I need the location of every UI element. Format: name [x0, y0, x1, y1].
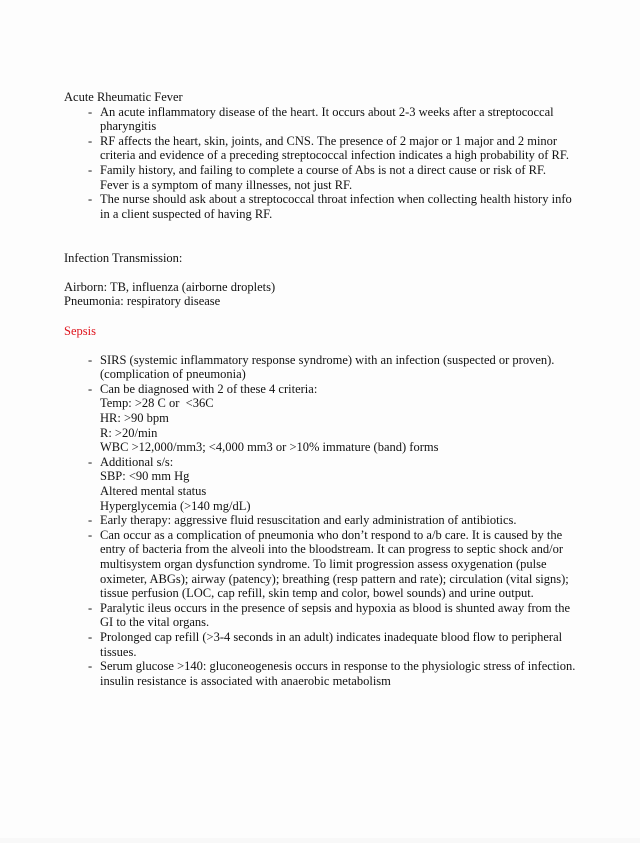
heading-sepsis: Sepsis [64, 323, 96, 338]
bullet-dash-marker: - [88, 104, 93, 119]
bullet-dash-marker: - [88, 192, 93, 207]
bullet-text-line: HR: >90 bpm [100, 411, 169, 426]
document-content [64, 90, 579, 688]
bullet-item [64, 134, 576, 163]
bullet-text-line: Serum glucose >140: gluconeogenesis occurs in response to the physiologic stress of infection. insulin resistance is associated with anaerobic metabolism [100, 659, 579, 688]
bullet-text [100, 134, 576, 163]
bullet-dash-marker: - [88, 659, 93, 674]
bullet-dash-marker: - [88, 381, 93, 396]
bullet-item [64, 513, 576, 528]
bullet-dash-marker: - [88, 513, 93, 528]
bullet-text-line: RF affects the heart, skin, joints, and CNS. The presence of 2 major or 1 major and 2 minor criteria and evidence of a preceding streptococcal infection indicates a high probability of RF. [100, 133, 569, 163]
bullet-dash-marker: - [88, 454, 93, 469]
bullet-item [64, 105, 576, 134]
acute-rheumatic-fever-bullets [64, 105, 576, 222]
bullet-text [100, 630, 576, 659]
bullet-text-line: Paralytic ileus occurs in the presence of sepsis and hypoxia as blood is shunted away from the GI to the vital organs. [100, 600, 574, 630]
bullet-text [100, 163, 576, 192]
bullet-text-line: Hyperglycemia (>140 mg/dL) [100, 498, 251, 513]
bullet-text [100, 455, 576, 513]
bullet-item [64, 455, 576, 513]
bullet-dash-marker: - [88, 600, 93, 615]
bullet-item [64, 601, 576, 630]
bullet-text-line: Altered mental status [100, 484, 207, 499]
bullet-item [64, 163, 576, 192]
heading-infection-transmission: Infection Transmission: [64, 250, 183, 265]
bullet-item [64, 192, 576, 221]
text-line: Airborn: TB, influenza (airborne droplets) [64, 279, 276, 294]
bullet-text [100, 105, 576, 134]
bullet-text-line: Temp: >28 C or <36C [100, 396, 214, 411]
bullet-item [64, 528, 576, 601]
bullet-dash-marker: - [88, 162, 93, 177]
bullet-text-line: Additional s/s: [100, 454, 174, 469]
bullet-item [64, 353, 576, 382]
bullet-text [100, 192, 576, 221]
page-bottom-edge [0, 838, 640, 843]
bullet-item [64, 659, 579, 688]
bullet-text [100, 659, 579, 688]
bullet-text-line: Prolonged cap refill (>3-4 seconds in an adult) indicates inadequate blood flow to peripheral tissues. [100, 629, 566, 659]
bullet-text-line: R: >20/min [100, 425, 158, 440]
bullet-item [64, 382, 576, 455]
infection-transmission-lines [64, 280, 576, 309]
bullet-dash-marker: - [88, 133, 93, 148]
bullet-text [100, 513, 576, 528]
bullet-dash-marker: - [88, 352, 93, 367]
bullet-text-line: WBC >12,000/mm3; <4,000 mm3 or >10% immature (band) forms [100, 440, 439, 455]
bullet-item [64, 630, 576, 659]
bullet-text-line: Can occur as a complication of pneumonia who don’t respond to a/b care. It is caused by the entry of bacteria from the alveoli into the bloodstream. It can progress to septic shock and/or multisystem organ dysfunction syndrome. To limit progression assess oxygenation (pulse oximeter, ABGs); airway (patency); breathing (resp pattern and rate); circulation (vital signs); tissue perfusion (LOC, cap refill, skin temp and color, bowel sounds) and urine output. [100, 527, 572, 601]
bullet-text-line: SIRS (systemic inflammatory response syndrome) with an infection (suspected or proven). (complication of pneumonia) [100, 352, 558, 382]
bullet-text [100, 601, 576, 630]
bullet-text-line: Can be diagnosed with 2 of these 4 criteria: [100, 381, 318, 396]
heading-acute-rheumatic-fever: Acute Rheumatic Fever [64, 90, 183, 104]
bullet-text-line: Family history, and failing to complete a course of Abs is not a direct cause or risk of RF. Fever is a symptom of many illnesses, not just RF. [100, 162, 550, 192]
text-line: Pneumonia: respiratory disease [64, 294, 221, 309]
bullet-text [100, 382, 576, 455]
bullet-text-line: An acute inflammatory disease of the heart. It occurs about 2-3 weeks after a streptococcal pharyngitis [100, 104, 557, 134]
bullet-text [100, 528, 576, 601]
bullet-text-line: Early therapy: aggressive fluid resuscitation and early administration of antibiotics. [100, 513, 517, 528]
bullet-text [100, 353, 576, 382]
bullet-dash-marker: - [88, 527, 93, 542]
bullet-text-line: The nurse should ask about a streptococcal throat infection when collecting health history info in a client suspected of having RF. [100, 192, 575, 221]
bullet-dash-marker: - [88, 629, 93, 644]
sepsis-bullets [64, 352, 579, 689]
bullet-text-line: SBP: <90 mm Hg [100, 469, 190, 484]
